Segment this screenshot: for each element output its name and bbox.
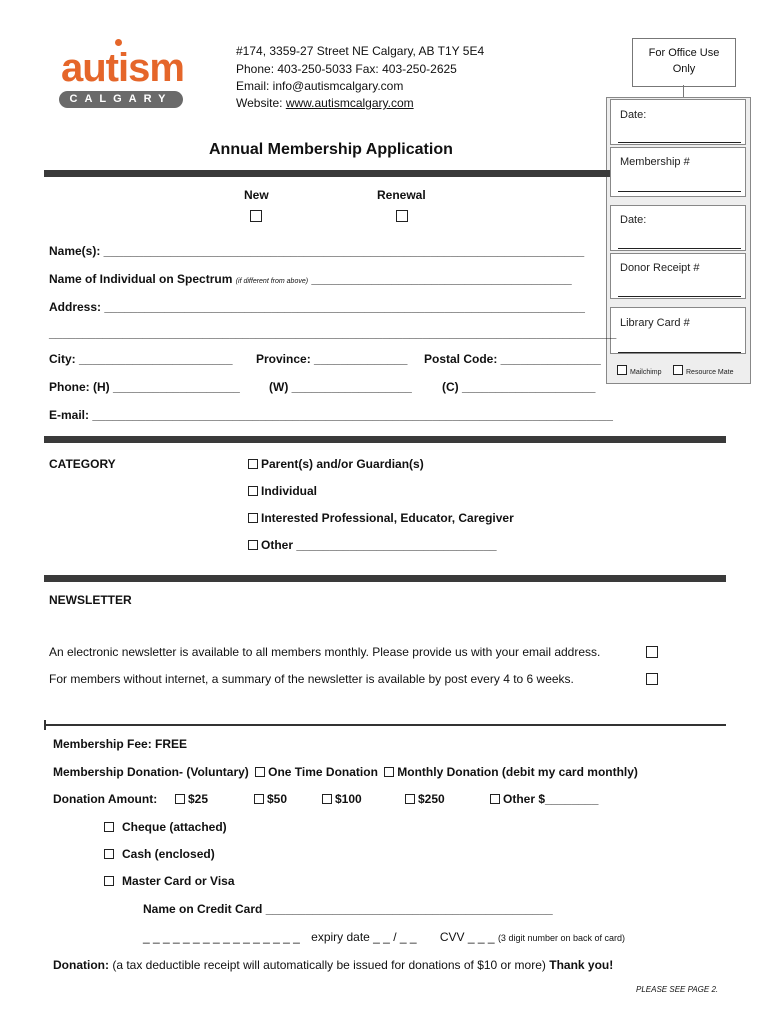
amount-100-checkbox[interactable] (322, 794, 332, 804)
office-use-title-2: Only (672, 63, 696, 75)
logo-dot (115, 39, 122, 46)
category-option-label: Parent(s) and/or Guardian(s) (261, 457, 424, 471)
donation-receipt-note (53, 959, 613, 973)
contact-divider (44, 436, 726, 443)
website-link[interactable]: www.autismcalgary.com (285, 96, 414, 110)
donation-type-label: Membership Donation- (Voluntary) (53, 765, 249, 779)
cheque-checkbox[interactable] (104, 822, 114, 832)
newsletter-post-checkbox-wrap (646, 671, 661, 689)
amount-100[interactable] (322, 793, 362, 807)
cvv-note: (3 digit number on back of card) (497, 933, 626, 943)
amount-50-checkbox[interactable] (254, 794, 264, 804)
amount-25[interactable] (175, 793, 208, 807)
spectrum-field[interactable] (49, 273, 572, 287)
cash-checkbox[interactable] (104, 849, 114, 859)
one-time-label: One Time Donation (268, 765, 378, 779)
amount-50[interactable] (254, 793, 287, 807)
office-date2-cell (610, 205, 746, 251)
mailchimp-label: Mailchimp (630, 369, 662, 376)
card-number-row (143, 931, 625, 945)
newsletter-email-checkbox[interactable] (646, 646, 658, 658)
category-option-other[interactable] (248, 539, 497, 553)
amount-label: $100 (335, 792, 362, 806)
method-label: Cash (enclosed) (122, 847, 215, 861)
method-cheque[interactable] (104, 821, 227, 835)
phone-work-field[interactable]: (W) __________________ (269, 380, 412, 394)
monthly-checkbox[interactable] (384, 767, 394, 777)
amount-25-checkbox[interactable] (175, 794, 185, 804)
office-donor-line (618, 296, 741, 297)
parent-checkbox[interactable] (248, 459, 258, 469)
resource-mate-label: Resource Mate (686, 369, 734, 376)
category-divider (44, 575, 726, 582)
org-phone: Phone: 403-250-5033 Fax: 403-250-2625 (236, 62, 457, 76)
newsletter-email-text: An electronic newsletter is available to all members monthly. Please provide us with your email address. (49, 645, 601, 659)
renewal-label: Renewal (377, 188, 426, 202)
office-library-cell (610, 307, 746, 354)
method-label: Cheque (attached) (122, 820, 227, 834)
email-field[interactable]: E-mail: ______________________________________________________________________________ (49, 408, 613, 422)
renewal-checkbox[interactable] (396, 210, 408, 222)
logo-wordmark: autism (61, 46, 184, 90)
amount-label: $250 (418, 792, 445, 806)
donation-amount-label: Donation Amount: (53, 792, 158, 806)
card-number-field[interactable]: _ _ _ _ _ _ _ _ _ _ _ _ _ _ _ _ (143, 930, 300, 944)
office-resource-mate (673, 361, 733, 379)
amount-label: $25 (188, 792, 209, 806)
method-card[interactable] (104, 875, 235, 889)
donation-note-label: Donation: (53, 958, 109, 972)
new-checkbox-wrap (250, 208, 265, 226)
office-mailchimp (617, 361, 662, 379)
newsletter-post-checkbox[interactable] (646, 673, 658, 685)
phone-cell-field[interactable]: (C) ____________________ (442, 380, 596, 394)
renewal-checkbox-wrap (396, 208, 411, 226)
mailchimp-checkbox[interactable] (617, 365, 627, 375)
amount-label: $50 (267, 792, 288, 806)
method-label: Master Card or Visa (122, 874, 235, 888)
org-address: #174, 3359-27 Street NE Calgary, AB T1Y 5E4 (236, 44, 485, 58)
new-checkbox[interactable] (250, 210, 262, 222)
category-option-parent[interactable] (248, 458, 424, 472)
spectrum-label: Name of Individual on Spectrum (49, 272, 233, 286)
office-date-cell (610, 99, 746, 145)
category-option-label: Interested Professional, Educator, Caregiver (261, 511, 514, 525)
phone-home-field[interactable]: Phone: (H) ___________________ (49, 380, 240, 394)
amount-250-checkbox[interactable] (405, 794, 415, 804)
professional-checkbox[interactable] (248, 513, 258, 523)
form-title: Annual Membership Application (209, 141, 453, 158)
new-label: New (244, 188, 269, 202)
other-checkbox[interactable] (248, 540, 258, 550)
office-date-label: Date: (620, 109, 647, 121)
category-option-label: Individual (261, 484, 318, 498)
newsletter-divider (44, 724, 726, 726)
divider-tick (44, 720, 46, 730)
newsletter-post-text: For members without internet, a summary of the newsletter is available by post every 4 to 6 weeks. (49, 672, 574, 686)
office-date2-line (618, 248, 741, 249)
amount-label: Other $________ (503, 792, 599, 806)
office-use-title-1: For Office Use (648, 47, 720, 59)
province-field[interactable]: Province: ______________ (256, 352, 408, 366)
office-date-line (618, 142, 741, 143)
spectrum-line: _______________________________________ (311, 272, 572, 286)
category-heading: CATEGORY (49, 457, 116, 471)
office-membership-label: Membership # (620, 156, 690, 168)
address-field[interactable]: Address: ________________________________________________________________________ (49, 300, 585, 314)
resource-mate-checkbox[interactable] (673, 365, 683, 375)
title-divider (44, 170, 610, 177)
monthly-label: Monthly Donation (debit my card monthly) (397, 765, 638, 779)
website-label: Website: (236, 96, 286, 110)
one-time-checkbox[interactable] (255, 767, 265, 777)
office-date2-label: Date: (620, 214, 647, 226)
newsletter-heading: NEWSLETTER (49, 593, 132, 607)
category-option-individual[interactable] (248, 485, 317, 499)
credit-card-name-field[interactable]: Name on Credit Card ___________________________________________ (143, 902, 553, 916)
card-checkbox[interactable] (104, 876, 114, 886)
see-page-note: PLEASE SEE PAGE 2. (636, 985, 719, 994)
donation-type-row (53, 766, 638, 780)
cvv-field[interactable]: CVV _ _ _ (439, 930, 495, 944)
donation-note-text: (a tax deductible receipt will automatically be issued for donations of $10 or more) (109, 958, 550, 972)
office-use-title-box (632, 38, 736, 87)
postal-code-field[interactable]: Postal Code: _______________ (424, 352, 601, 366)
individual-checkbox[interactable] (248, 486, 258, 496)
org-website (236, 97, 414, 111)
thank-you-text: Thank you! (549, 958, 614, 972)
office-library-label: Library Card # (620, 317, 690, 329)
expiry-field[interactable]: expiry date _ _ / _ _ (311, 930, 417, 944)
address-line2[interactable]: _____________________________________________________________________________________ (49, 326, 617, 340)
office-membership-cell (610, 147, 746, 197)
org-email: Email: info@autismcalgary.com (236, 79, 404, 93)
city-field[interactable]: City: _______________________ (49, 352, 233, 366)
spectrum-note: (if different from above) (235, 278, 309, 285)
names-field[interactable]: Name(s): ________________________________________________________________________ (49, 244, 585, 258)
office-donor-label: Donor Receipt # (620, 262, 700, 274)
office-library-line (618, 352, 741, 353)
amount-other-checkbox[interactable] (490, 794, 500, 804)
newsletter-email-checkbox-wrap (646, 644, 661, 662)
membership-fee: Membership Fee: FREE (53, 737, 188, 751)
category-option-professional[interactable] (248, 512, 514, 526)
category-option-label: Other ______________________________ (261, 538, 497, 552)
office-membership-line (618, 191, 741, 192)
amount-250[interactable] (405, 793, 445, 807)
office-donor-cell (610, 253, 746, 299)
method-cash[interactable] (104, 848, 215, 862)
amount-other[interactable] (490, 793, 598, 807)
logo-subtitle: CALGARY (59, 91, 183, 108)
